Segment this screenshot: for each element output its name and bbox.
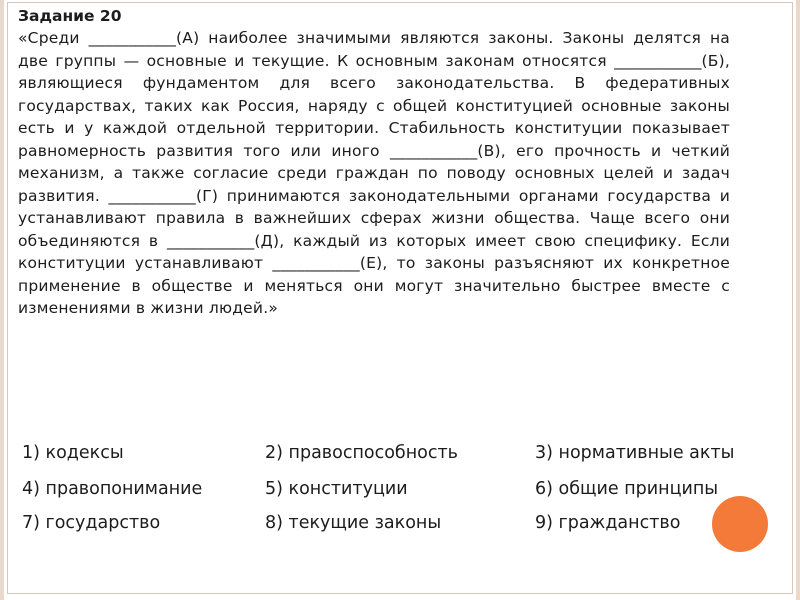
option-6: 6) общие принципы [535, 479, 719, 499]
task-text: «Среди ___________(А) наиболее значимыми являются законы. Законы делятся на две группы — основные и текущие. К основным законам относятся ___________(Б), являющиеся фундаментом для всего законодательства. В федеративных государствах, таких как Россия, наряду с общей конституцией основные законы есть и у каждой отдельной территории. Стабильность конституции показывает равномерность развития того или иного ___________(В), его прочность и четкий механизм, а также согласие среди граждан по поводу основных целей и задач развития. ___________(Г) принимаются законодательными органами государства и устанавливают правила в важнейших сферах жизни общества. Чаще всего они объединяются в ___________(Д), каждый из которых имеет свою специфику. Если конституции устанавливают ___________(Е), то законы разъясняют их конкретное применение в обществе и меняться они могут значительно быстрее вместе с изменениями в жизни людей.» [18, 29, 730, 317]
task-title: Задание 20 [18, 7, 122, 25]
decorative-orange-circle [712, 496, 768, 552]
option-9: 9) гражданство [535, 513, 681, 533]
option-3: 3) нормативные акты [535, 443, 735, 463]
option-8: 8) текущие законы [265, 513, 442, 533]
option-1: 1) кодексы [22, 443, 124, 463]
right-decor-stripe [796, 0, 800, 600]
task-block [18, 5, 730, 320]
left-decor-stripe [0, 0, 4, 600]
option-2: 2) правоспособность [265, 443, 458, 463]
option-5: 5) конституции [265, 479, 408, 499]
option-7: 7) государство [22, 513, 161, 533]
option-4: 4) правопонимание [22, 479, 203, 499]
